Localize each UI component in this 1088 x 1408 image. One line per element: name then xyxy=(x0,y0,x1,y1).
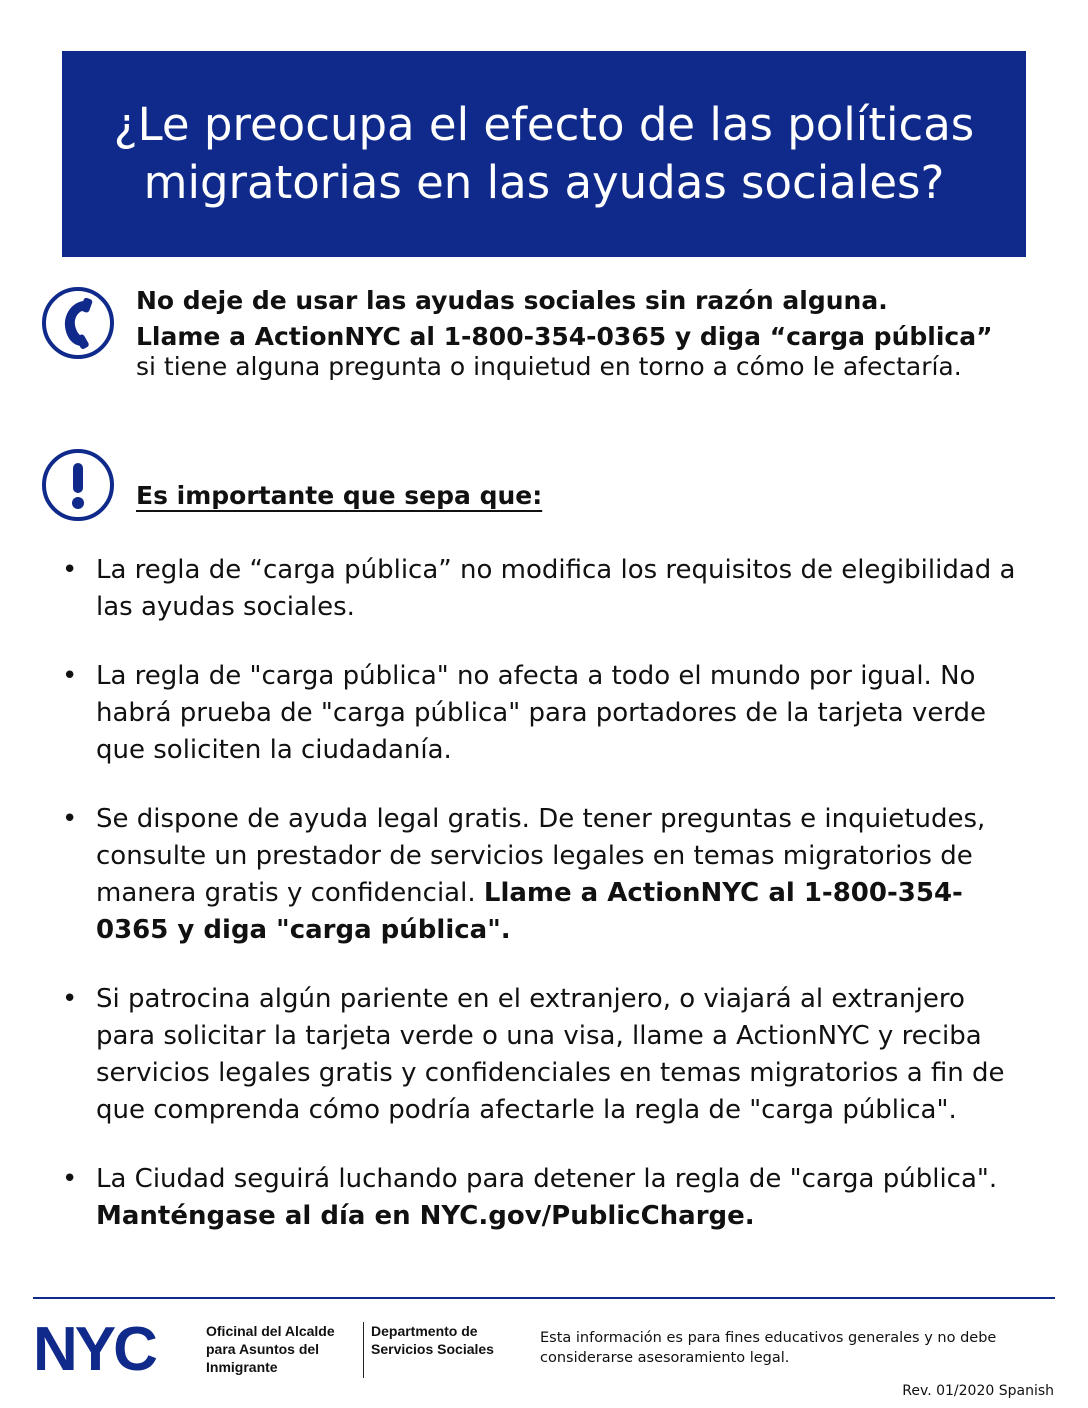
svg-text:NYC: NYC xyxy=(33,1322,155,1374)
call-section xyxy=(136,286,1016,382)
phone-icon xyxy=(40,285,116,361)
bullet-icon: • xyxy=(62,555,78,585)
call-instructions xyxy=(136,322,1016,382)
bullet-icon: • xyxy=(62,1164,78,1194)
footer-divider xyxy=(33,1297,1055,1299)
list-item: • La regla de “carga pública” no modifica los requisitos de elegibilidad a las ayudas sociales. xyxy=(62,552,1022,626)
call-number-text: Llame a ActionNYC al 1-800-354-0365 y diga “carga pública” xyxy=(136,322,993,351)
list-item: • Si patrocina algún pariente en el extranjero, o viajará al extranjero para solicitar la tarjeta verde o una visa, llame a ActionNYC y reciba servicios legales gratis y confidenciales en temas migratorios a fin de que comprenda cómo podría afectarle la regla de "carga pública". xyxy=(62,981,1022,1129)
legal-disclaimer: Esta información es para fines educativos generales y no debe considerarse asesoramiento legal. xyxy=(540,1330,997,1366)
list-item: • Se dispone de ayuda legal gratis. De tener preguntas e inquietudes, consulte un prestador de servicios legales en temas migratorios de manera gratis y confidencial. Llame a ActionNYC al 1-800-354-0365 y diga "carga pública". xyxy=(62,801,1022,949)
call-instructions-rest: si tiene alguna pregunta o inquietud en torno a cómo le afectaría. xyxy=(136,352,962,381)
bullet-icon: • xyxy=(62,804,78,834)
call-headline: No deje de usar las ayudas sociales sin razón alguna. xyxy=(136,286,888,315)
agency-immigrant-affairs: Oficinal del Alcalde para Asuntos del Inmigrante xyxy=(206,1323,335,1375)
bullet-icon: • xyxy=(62,661,78,691)
list-item: • La Ciudad seguirá luchando para detener la regla de "carga pública". Manténgase al día en NYC.gov/PublicCharge. xyxy=(62,1161,1022,1235)
list-item: • La regla de "carga pública" no afecta a todo el mundo por igual. No habrá prueba de "carga pública" para portadores de la tarjeta verde que soliciten la ciudadanía. xyxy=(62,658,1022,769)
bullet-icon: • xyxy=(62,984,78,1014)
important-heading: Es importante que sepa que: xyxy=(136,481,543,510)
page-title: ¿Le preocupa el efecto de las políticas migratorias en las ayudas sociales? xyxy=(113,98,975,209)
title-banner xyxy=(62,51,1026,257)
bullet-list xyxy=(62,552,1022,1267)
exclamation-icon xyxy=(40,447,116,523)
nyc-logo xyxy=(33,1322,195,1378)
agency-divider xyxy=(363,1322,364,1378)
agency-social-services: Departmento de Servicios Sociales xyxy=(371,1323,494,1357)
revision-label: Rev. 01/2020 Spanish xyxy=(902,1383,1054,1399)
